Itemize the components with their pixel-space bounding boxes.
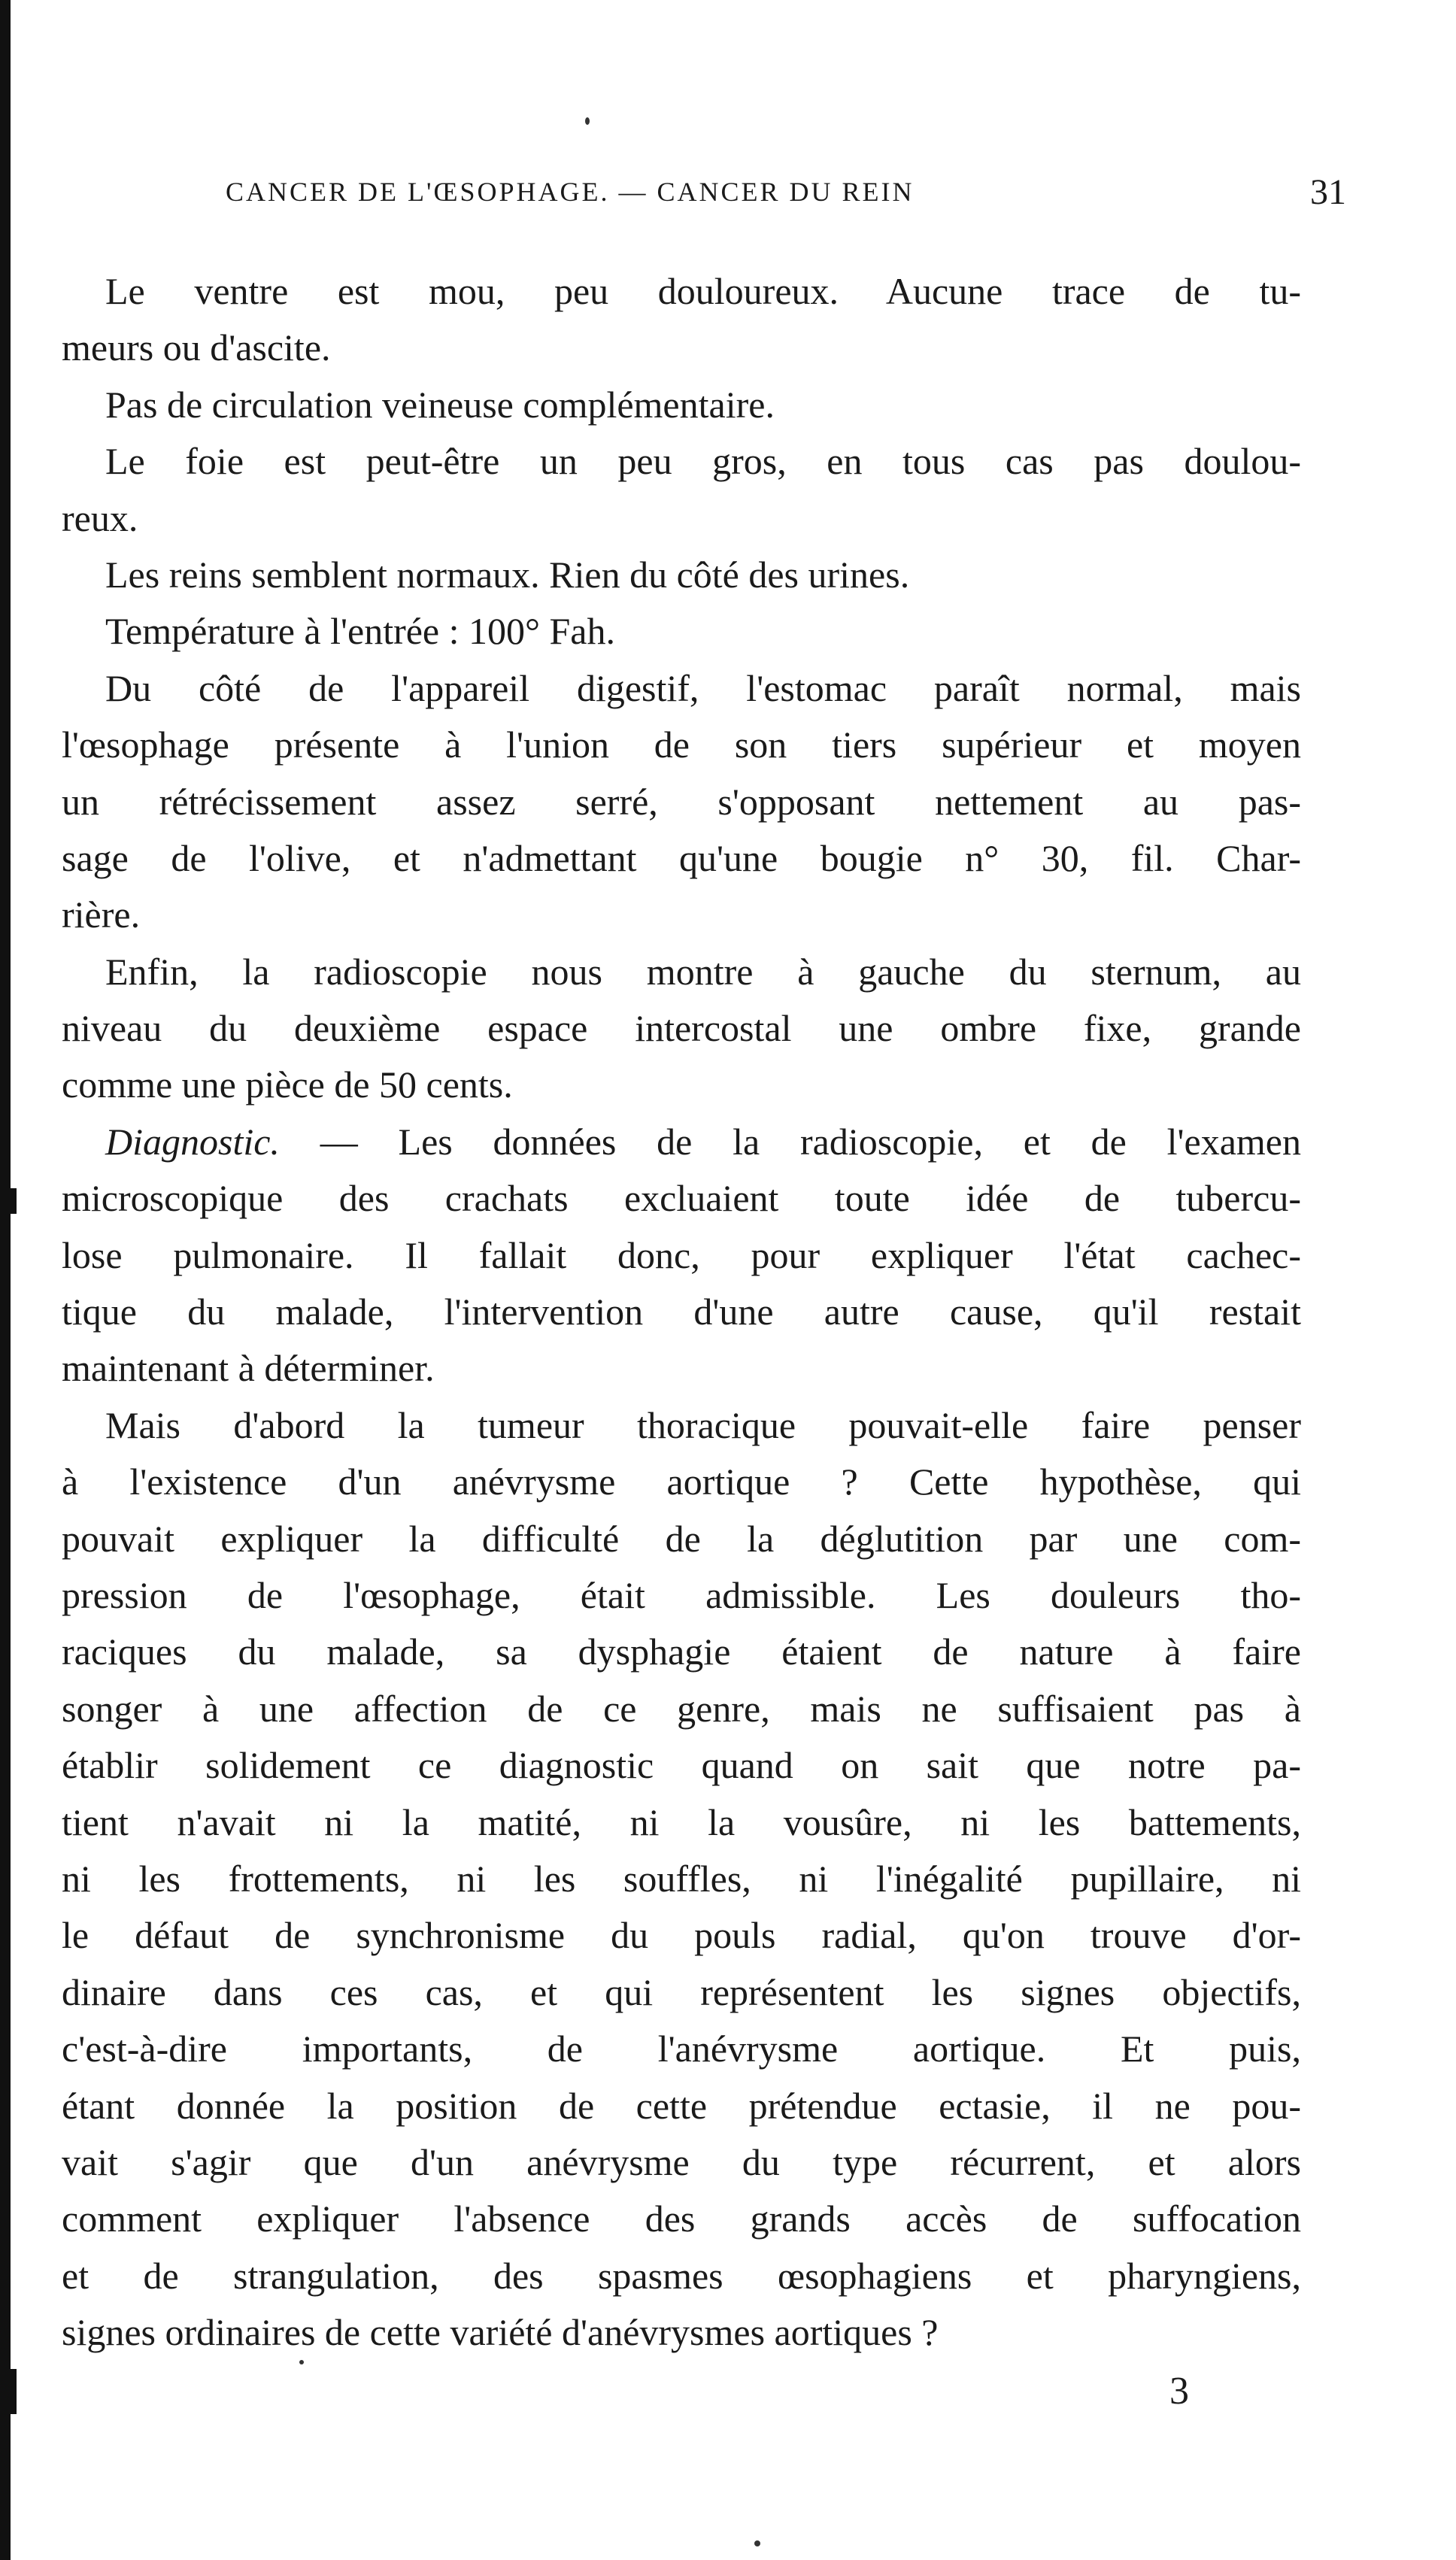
text-line (62, 1964, 1301, 2021)
line-text: microscopique des crachats excluaient toute idée de tubercu- (62, 1177, 1301, 1220)
line-text: c'est-à-dire importants, de l'anévrysme aortique. Et puis, (62, 2028, 1301, 2070)
line-text: signes ordinaires de cette variété d'anévrysmes aortiques ? (62, 2311, 939, 2354)
text-line (62, 1794, 1301, 1851)
text-line (62, 1284, 1301, 1340)
line-text: meurs ou d'ascite. (62, 326, 331, 369)
text-line (62, 1511, 1301, 1567)
line-text: raciques du malade, sa dysphagie étaient de nature à faire (62, 1630, 1301, 1673)
text-line (62, 2134, 1301, 2191)
line-text: établir solidement ce diagnostic quand on sait que notre pa- (62, 1744, 1301, 1787)
line-text: étant donnée la position de cette prétendue ectasie, il ne pou- (62, 2084, 1301, 2127)
text-line (62, 2021, 1301, 2077)
line-text: Le ventre est mou, peu douloureux. Aucune trace de tu- (105, 270, 1301, 312)
line-text: ni les frottements, ni les souffles, ni l'inégalité pupillaire, ni (62, 1857, 1301, 1900)
line-text: comment expliquer l'absence des grands accès de suffocation (62, 2198, 1301, 2240)
text-line (62, 1851, 1301, 1907)
text-line (62, 1000, 1301, 1057)
line-text: songer à une affection de ce genre, mais ne suffisaient pas à (62, 1687, 1301, 1730)
line-text: reux. (62, 496, 138, 539)
text-line (62, 547, 1301, 603)
section-lead: Diagnostic. (105, 1120, 280, 1163)
page-header (226, 171, 1346, 217)
text-line (62, 1737, 1301, 1794)
line-text: vait s'agir que d'un anévrysme du type récurrent, et alors (62, 2140, 1301, 2183)
scan-edge-mark (0, 1188, 17, 1214)
line-text: Enfin, la radioscopie nous montre à gauche du sternum, au (105, 950, 1301, 993)
line-text: pouvait expliquer la difficulté de la déglutition par une com- (62, 1517, 1301, 1560)
text-line (62, 944, 1301, 1000)
line-text: niveau du deuxième espace intercostal une ombre fixe, grande (62, 1007, 1301, 1050)
line-text: dinaire dans ces cas, et qui représentent les signes objectifs, (62, 1970, 1301, 2013)
text-line (62, 1397, 1301, 1454)
line-text: à l'existence d'un anévrysme aortique ? Cette hypothèse, qui (62, 1460, 1301, 1503)
line-text: Mais d'abord la tumeur thoracique pouvait-elle faire penser (105, 1403, 1301, 1446)
text-line (62, 2191, 1301, 2247)
body-text (62, 263, 1301, 2361)
text-line (62, 1681, 1301, 1737)
text-line (62, 490, 1301, 547)
print-speck (754, 2540, 760, 2546)
text-line (62, 1624, 1301, 1680)
text-line (62, 717, 1301, 773)
line-text: lose pulmonaire. Il fallait donc, pour expliquer l'état cachec- (62, 1233, 1301, 1276)
running-head: CANCER DE L'ŒSOPHAGE. — CANCER DU REIN (226, 177, 915, 207)
text-line (62, 1907, 1301, 1964)
text-line (62, 1454, 1301, 1510)
text-line (62, 603, 1301, 660)
scan-left-edge (0, 0, 11, 2560)
line-text: pression de l'œsophage, était admissible. Les douleurs tho- (62, 1573, 1301, 1616)
line-text: l'œsophage présente à l'union de son tiers supérieur et moyen (62, 723, 1301, 766)
line-text: sage de l'olive, et n'admettant qu'une bougie n° 30, fil. Char- (62, 836, 1301, 879)
text-line (62, 774, 1301, 830)
line-text: Du côté de l'appareil digestif, l'estomac paraît normal, mais (105, 666, 1301, 709)
line-text: Le foie est peut-être un peu gros, en tous cas pas doulou- (105, 440, 1301, 483)
text-line (62, 1057, 1301, 1113)
text-line (62, 1227, 1301, 1284)
text-line (62, 2304, 1301, 2361)
text-line (62, 320, 1301, 376)
line-text: Température à l'entrée : 100° Fah. (105, 610, 616, 653)
line-text: rière. (62, 893, 141, 936)
line-text: maintenant à déterminer. (62, 1347, 435, 1390)
text-line (62, 433, 1301, 490)
text-line (62, 887, 1301, 943)
text-line (62, 1170, 1301, 1227)
line-text: tique du malade, l'intervention d'une autre cause, qu'il restait (62, 1291, 1301, 1333)
line-text: Les reins semblent normaux. Rien du côté des urines. (105, 553, 910, 596)
text-line (62, 2248, 1301, 2304)
line-text: comme une pièce de 50 cents. (62, 1063, 513, 1106)
text-line (62, 1340, 1301, 1397)
page-number: 31 (1310, 172, 1346, 212)
scan-edge-mark (0, 2369, 17, 2414)
print-speck (585, 117, 590, 125)
text-line (62, 830, 1301, 887)
text-line (62, 1114, 1301, 1170)
text-line (62, 1567, 1301, 1624)
line-text: et de strangulation, des spasmes œsophagiens et pharyngiens, (62, 2254, 1301, 2297)
text-line (62, 377, 1301, 433)
line-text: Pas de circulation veineuse complémentaire. (105, 383, 775, 426)
line-text: un rétrécissement assez serré, s'opposant nettement au pas- (62, 780, 1301, 823)
line-text: tient n'avait ni la matité, ni la vousûre, ni les battements, (62, 1800, 1301, 1843)
line-text: — Les données de la radioscopie, et de l'examen (279, 1120, 1301, 1163)
text-line (62, 2078, 1301, 2134)
line-text: le défaut de synchronisme du pouls radial, qu'on trouve d'or- (62, 1914, 1301, 1957)
text-line (62, 263, 1301, 320)
text-line (62, 660, 1301, 717)
signature-mark: 3 (1169, 2370, 1189, 2413)
